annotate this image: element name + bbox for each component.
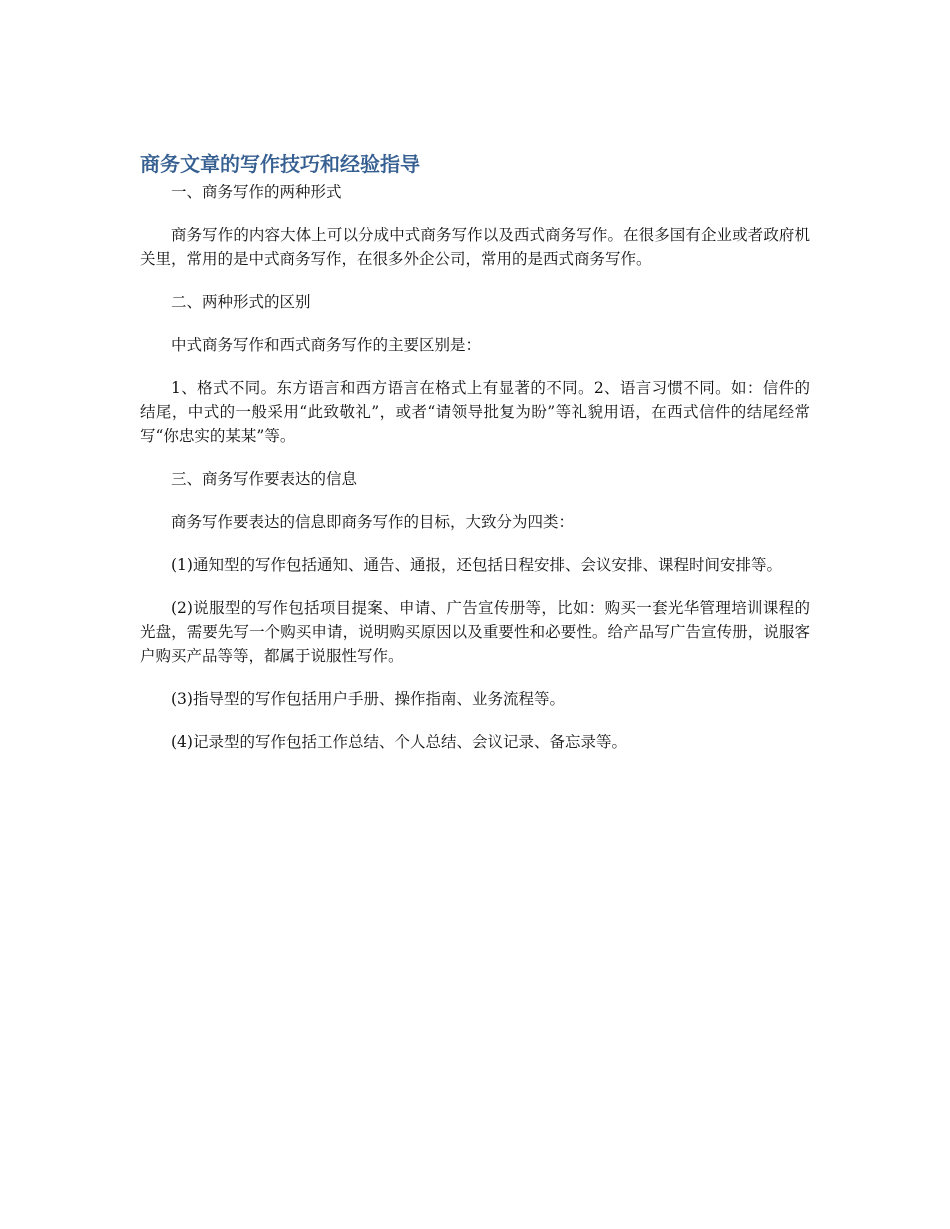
section-heading-2: 二、两种形式的区别 [171,293,311,311]
section-heading-1: 一、商务写作的两种形式 [171,183,342,201]
paragraph: 商务写作的内容大体上可以分成中式商务写作以及西式商务写作。在很多国有企业或者政府机关里，常用的是中式商务写作，在很多外企公司，常用的是西式商务写作。 [140,226,810,268]
document-body [140,150,810,773]
list-item: (3)指导型的写作包括用户手册、操作指南、业务流程等。 [171,690,565,708]
section-heading-3: 三、商务写作要表达的信息 [171,470,358,488]
document-title: 商务文章的写作技巧和经验指导 [140,152,420,176]
list-item: (4)记录型的写作包括工作总结、个人总结、会议记录、备忘录等。 [171,733,627,751]
list-item: (1)通知型的写作包括通知、通告、通报，还包括日程安排、会议安排、课程时间安排等。 [171,556,782,574]
list-item: (2)说服型的写作包括项目提案、申请、广告宣传册等，比如：购买一套光华管理培训课程的光盘，需要先写一个购买申请，说明购买原因以及重要性和必要性。给产品写广告宣传册，说服客户购买产品等等，都属于说服性写作。 [140,599,810,665]
paragraph: 商务写作要表达的信息即商务写作的目标，大致分为四类： [171,513,575,531]
paragraph: 中式商务写作和西式商务写作的主要区别是： [171,336,482,354]
paragraph: 1、格式不同。东方语言和西方语言在格式上有显著的不同。2、语言习惯不同。如：信件的结尾，中式的一般采用“此致敬礼”，或者“请领导批复为盼”等礼貌用语，在西式信件的结尾经常写“你忠实的某某”等。 [140,379,810,445]
